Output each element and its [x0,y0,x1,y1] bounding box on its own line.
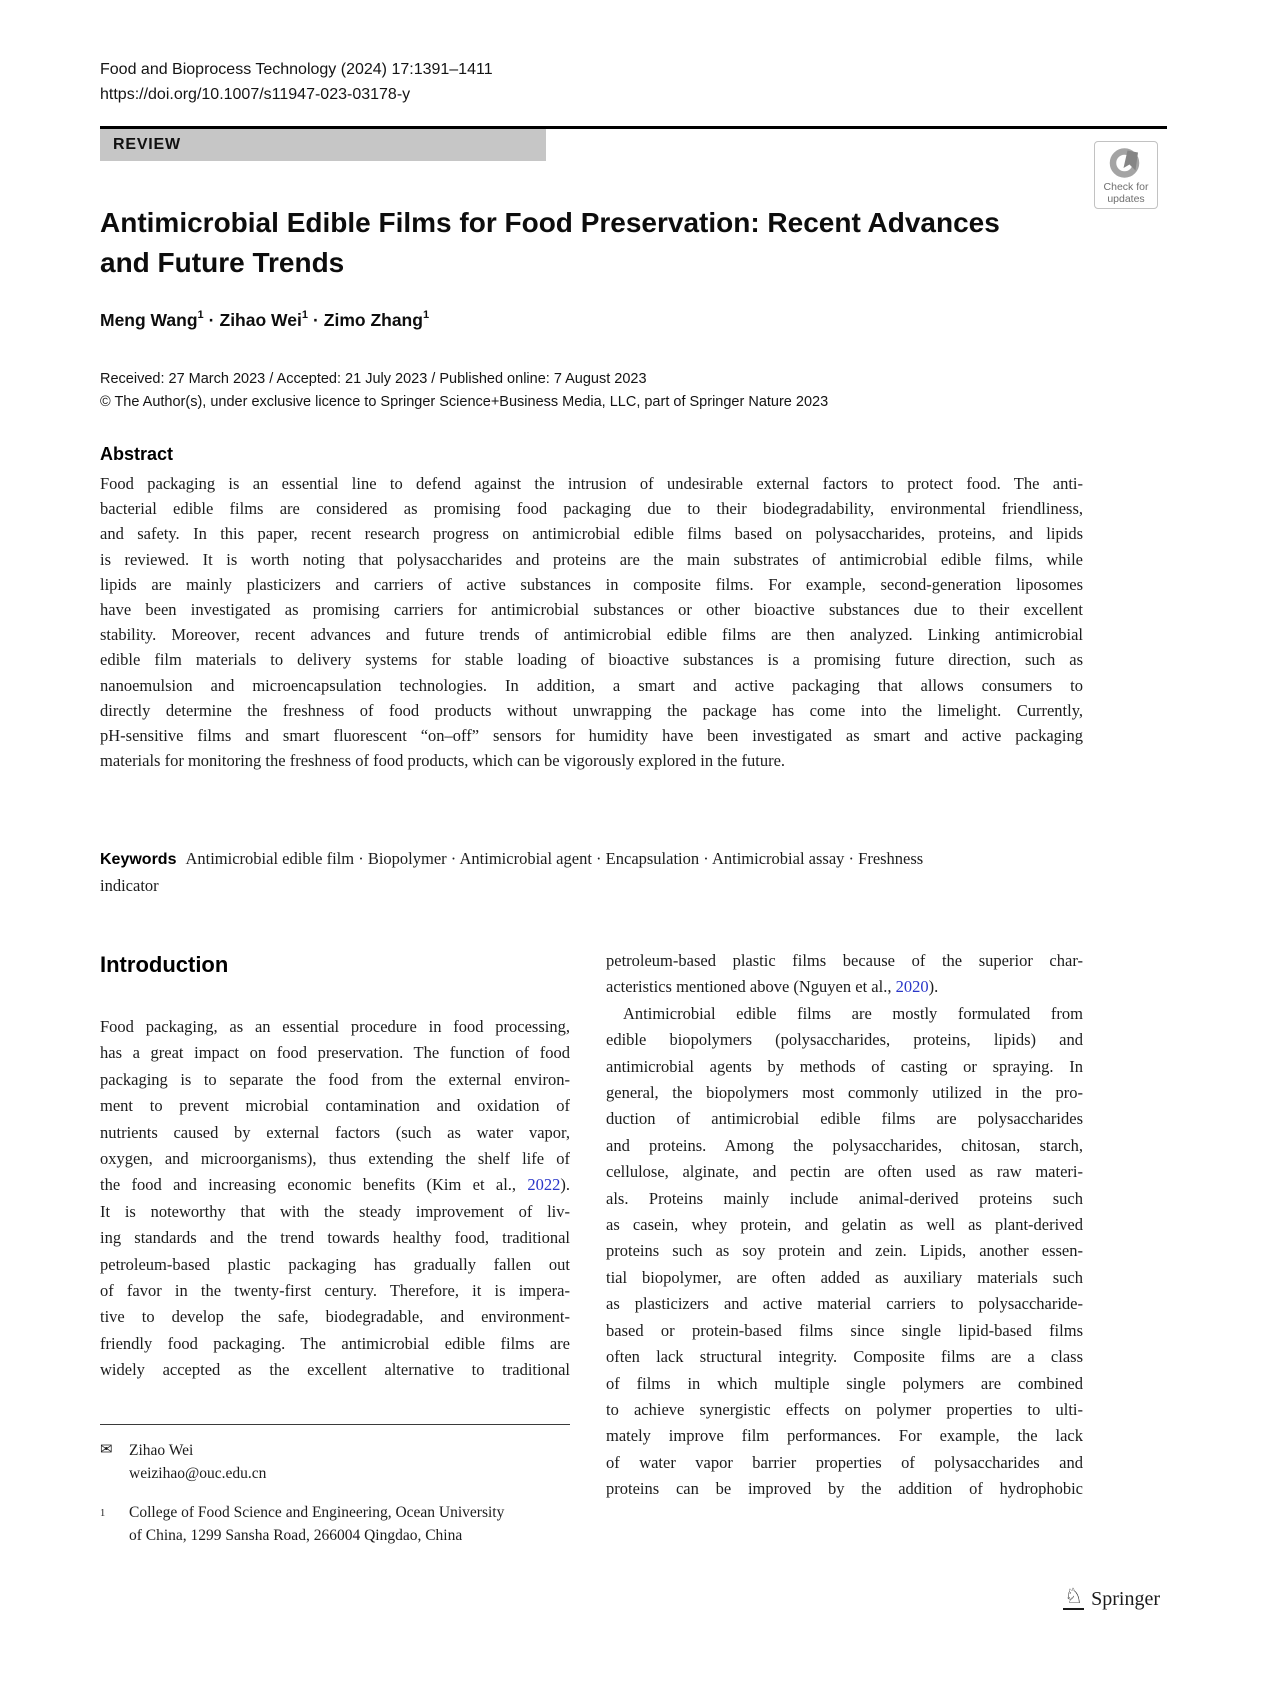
text-line: pH-sensitive films and smart fluorescent “on–off” sensors for humidity have been investigated as smart and active packaging [100,726,1083,746]
text-line: have been investigated as promising carriers for antimicrobial substances or other bioactive substances due to their excellent [100,600,1083,620]
correspondence-email[interactable]: weizihao@ouc.edu.cn [129,1465,267,1482]
affiliation-text [129,1501,504,1547]
page-title [100,203,1083,283]
springer-knight-icon: ♘ [1064,1584,1084,1608]
citation-link[interactable]: 2020 [895,977,929,997]
author-name: Zihao Wei$^1$ [219,309,308,330]
text-line: directly determine the freshness of food products without unwrapping the package has come into the limelight. Currently, [100,700,1083,720]
text-line: antimicrobial agents by methods of casting or spraying. In [606,1056,1083,1076]
affiliation-superscript: 1 [197,309,204,322]
copyright-line: © The Author(s), under exclusive licence to Springer Science+Business Media, LLC, part of Springer Nature 2023 [100,394,829,410]
crossmark-icon [1108,145,1144,181]
title-line-2: and Future Trends [100,247,345,278]
text-line: duction of antimicrobial edible films are polysaccharides [606,1109,1083,1129]
affiliation-number: 1 [100,1508,106,1519]
text-line: as casein, whey protein, and gelatin as well as plant-derived [606,1215,1083,1235]
text-line: and safety. In this paper, recent research progress on antimicrobial edible films based on polysaccharides, proteins, and lipids [100,524,1083,544]
citation-link[interactable]: 2022 [527,1175,561,1195]
affiliation-line-1: College of Food Science and Engineering, Ocean University [129,1504,505,1521]
correspondence-row [100,1439,570,1462]
text-line: nutrients caused by external factors (such as water vapor, [100,1122,570,1142]
abstract-heading: Abstract [100,444,174,464]
check-for-updates-badge[interactable] [1094,141,1158,209]
text-line: acteristics mentioned above (Nguyen et al., 2020). [606,977,939,997]
text-line: has a great impact on food preservation. The function of food [100,1043,570,1063]
text-line: as plasticizers and active material carriers to polysaccharide- [606,1294,1083,1314]
author-separator: · [312,310,319,330]
text-line: often lack structural integrity. Composite films are a class [606,1347,1083,1367]
keywords-line-2: indicator [100,875,159,895]
text-line: proteins can be improved by the addition of hydrophobic [606,1479,1083,1499]
author-separator: · [208,310,215,330]
keywords-block [100,846,1083,898]
keywords-label: Keywords [100,851,177,868]
text-line: materials for monitoring the freshness of food products, which can be vigorously explored in the future. [100,751,786,771]
title-line-1: Antimicrobial Edible Films for Food Preservation: Recent Advances [100,207,1000,238]
envelope-icon: ✉ [100,1442,113,1458]
author-name: Zimo Zhang$^1$ [323,309,430,330]
text-line: of favor in the twenty-first century. Therefore, it is impera- [100,1281,570,1301]
abstract-body [100,471,1083,773]
text-line: tive to develop the safe, biodegradable, and environment- [100,1307,570,1327]
text-line: lipids are mainly plasticizers and carriers of active substances in composite films. For example, second-generation liposomes [100,574,1083,594]
text-line: proteins such as soy protein and zein. Lipids, another essen- [606,1241,1083,1261]
affiliation-row [100,1501,570,1547]
text-line: based or protein-based films since single lipid-based films [606,1320,1083,1340]
text-line: edible film materials to delivery systems for stable loading of bioactive substances is a promising future direction, such as [100,650,1083,670]
text-line: general, the biopolymers most commonly utilized in the pro- [606,1083,1083,1103]
section-heading-introduction: Introduction [100,952,229,977]
keywords-line-1 [100,846,1083,873]
text-line: petroleum-based plastic films because of the superior char- [606,951,1083,970]
text-line: als. Proteins mainly include animal-derived proteins such [606,1188,1083,1208]
text-line: oxygen, and microorganisms), thus extending the shelf life of [100,1149,570,1169]
check-updates-text-line1: Check for [1103,181,1149,193]
left-column [100,950,570,1384]
text-line: tial biopolymer, are often added as auxiliary materials such [606,1267,1083,1287]
text-line: nanoemulsion and microencapsulation technologies. In addition, a smart and active packaging that allows consumers to [100,675,1083,695]
affiliation-line-2: of China, 1299 Sansha Road, 266004 Qingdao, China [129,1527,463,1544]
text-line: It is noteworthy that with the steady improvement of liv- [100,1201,570,1221]
doi-link[interactable]: https://doi.org/10.1007/s11947-023-03178-y [100,86,411,103]
right-column-text [606,948,1083,1503]
text-line: friendly food packaging. The antimicrobial edible films are [100,1333,570,1353]
left-column-text [100,1014,570,1384]
springer-logo [1063,1586,1160,1610]
text-line: is reviewed. It is worth noting that polysaccharides and proteins are the main substrates of antimicrobial edible films, while [100,549,1083,569]
text-line: stability. Moreover, recent advances and future trends of antimicrobial edible films are then analyzed. Linking antimicrobial [100,625,1083,645]
author-list [100,310,429,331]
author-name: Meng Wang$^1$ [100,309,204,330]
text-line: Food packaging is an essential line to defend against the intrusion of undesirable external factors to protect food. The anti- [100,474,1083,493]
right-column [606,948,1083,1503]
text-line: of water vapor barrier properties of polysaccharides and [606,1452,1083,1472]
text-line: packaging is to separate the food from the external environ- [100,1069,570,1089]
text-line: mately improve film performances. For example, the lack [606,1426,1083,1446]
footnote-block [100,1424,570,1547]
text-line: petroleum-based plastic packaging has gradually fallen out [100,1254,570,1274]
journal-citation: Food and Bioprocess Technology (2024) 17:1391–1411 [100,61,493,78]
text-line: of films in which multiple single polymers are combined [606,1373,1083,1393]
affiliation-superscript: 1 [422,309,430,322]
affiliation-superscript: 1 [301,309,308,322]
publisher-name: Springer [1091,1588,1160,1610]
text-line: and proteins. Among the polysaccharides, chitosan, starch, [606,1135,1083,1155]
text-line: ment to prevent microbial contamination and oxidation of [100,1096,570,1116]
text-line: edible biopolymers (polysaccharides, proteins, lipids) and [606,1030,1083,1050]
article-type-label: REVIEW [113,136,181,153]
text-line: cellulose, alginate, and pectin are often used as raw materi- [606,1162,1083,1182]
text-line: Food packaging, as an essential procedure in food processing, [100,1017,570,1036]
received-accepted-line: Received: 27 March 2023 / Accepted: 21 July 2023 / Published online: 7 August 2023 [100,371,647,387]
text-line: widely accepted as the excellent alternative to traditional [100,1360,570,1380]
text-line: ing standards and the trend towards healthy food, traditional [100,1228,570,1248]
text-line: Antimicrobial edible films are mostly formulated from [623,1003,1083,1023]
text-line: to achieve synergistic effects on polymer properties to ulti- [606,1399,1083,1419]
article-history [100,368,828,414]
article-type-banner [100,129,546,161]
check-updates-text-line2: updates [1107,193,1145,205]
journal-header [100,57,493,107]
text-line: bacterial edible films are considered as promising food packaging due to their biodegradability, environmental friendliness, [100,499,1083,519]
keywords-text: Antimicrobial edible film · Biopolymer · Antimicrobial agent · Encapsulation · Antimicrobial assay · Freshness [185,849,924,868]
text-line: the food and increasing economic benefits (Kim et al., 2022). [100,1175,570,1195]
correspondence-name: Zihao Wei [129,1442,194,1459]
